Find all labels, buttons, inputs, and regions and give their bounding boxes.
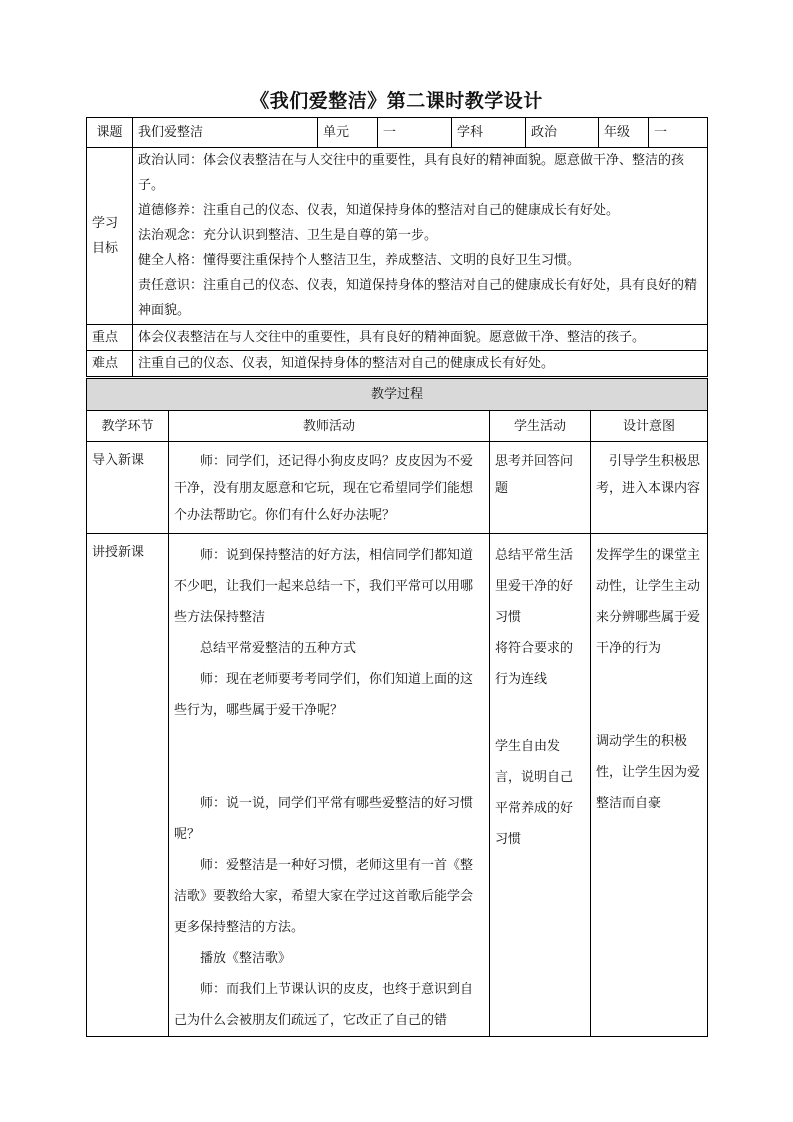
student-activity-item: 学生自由发言，说明自己平常养成的好习惯 bbox=[495, 739, 574, 847]
teacher-paragraph: 总结平常爱整洁的五种方式 bbox=[200, 641, 357, 656]
subject-label: 学科 bbox=[452, 118, 526, 148]
teacher-paragraph: 播放《整洁歌》 bbox=[200, 951, 292, 966]
teaching-process-table bbox=[86, 378, 708, 1037]
key-point-text: 体会仪表整洁在与人交往中的重要性，具有良好的精神面貌。愿意做干净、整洁的孩子。 bbox=[133, 325, 708, 351]
lecture-student-activity bbox=[490, 534, 591, 1037]
lecture-teacher-activity bbox=[169, 534, 490, 1037]
goals-label: 学习 目标 bbox=[87, 148, 133, 325]
intro-teacher-activity: 师：同学们，还记得小狗皮皮吗？皮皮因为不爱干净，没有朋友愿意和它玩，现在它希望同学们能想个办法帮助它。你们有什么好办法呢？ bbox=[169, 442, 490, 534]
goal-item: 道德修养：注重自己的仪态、仪表，知道保持身体的整洁对自己的健康成长有好处。 bbox=[138, 203, 620, 218]
difficulty-label: 难点 bbox=[87, 351, 133, 377]
intent-item: 调动学生的积极性，让学生因为爱整洁而自豪 bbox=[596, 734, 701, 811]
process-title: 教学过程 bbox=[87, 379, 708, 411]
goals-content bbox=[133, 148, 708, 325]
goal-item: 健全人格：懂得要注重保持个人整洁卫生，养成整洁、文明的良好卫生习惯。 bbox=[138, 253, 581, 268]
lecture-stage: 讲授新课 bbox=[87, 534, 169, 1037]
key-point-label: 重点 bbox=[87, 325, 133, 351]
teacher-paragraph: 师：爱整洁是一种好习惯，老师这里有一首《整洁歌》要教给大家，希望大家在学过这首歌后能学会更多保持整洁的方法。 bbox=[174, 858, 474, 935]
topic-label: 课题 bbox=[87, 118, 133, 148]
goal-item: 责任意识：注重自己的仪态、仪表，知道保持身体的整洁对自己的健康成长有好处，具有良好的精神面貌。 bbox=[138, 278, 698, 318]
student-activity-item: 总结平常生活里爱干净的好习惯 bbox=[495, 548, 574, 625]
intro-design-intent: 引导学生积极思考，进入本课内容 bbox=[591, 442, 708, 534]
goal-item: 政治认同：体会仪表整洁在与人交往中的重要性，具有良好的精神面貌。愿意做干净、整洁的孩子。 bbox=[138, 153, 685, 193]
col-header-student: 学生活动 bbox=[490, 411, 591, 442]
student-activity-item: 将符合要求的行为连线 bbox=[495, 641, 574, 687]
intro-student-activity: 思考并回答问题 bbox=[490, 442, 591, 534]
teacher-paragraph: 师：说一说，同学们平常有哪些爱整洁的好习惯呢？ bbox=[174, 796, 474, 842]
page-title: 《我们爱整洁》第二课时教学设计 bbox=[250, 90, 543, 112]
col-header-stage: 教学环节 bbox=[87, 411, 169, 442]
topic-value: 我们爱整洁 bbox=[133, 118, 318, 148]
intro-stage: 导入新课 bbox=[87, 442, 169, 534]
intent-item: 发挥学生的课堂主动性，让学生主动来分辨哪些属于爱干净的行为 bbox=[596, 548, 701, 656]
difficulty-text: 注重自己的仪态、仪表，知道保持身体的整洁对自己的健康成长有好处。 bbox=[133, 351, 708, 377]
goal-item: 法治观念：充分认识到整洁、卫生是自尊的第一步。 bbox=[138, 228, 438, 243]
unit-label: 单元 bbox=[318, 118, 378, 148]
teacher-paragraph: 师：现在老师要考考同学们，你们知道上面的这些行为，哪些属于爱干净呢？ bbox=[174, 672, 474, 718]
teacher-paragraph: 师：而我们上节课认识的皮皮，也终于意识到自己为什么会被朋友们疏远了，它改正了自己的错 bbox=[174, 982, 474, 1028]
unit-value: 一 bbox=[378, 118, 452, 148]
col-header-intent: 设计意图 bbox=[591, 411, 708, 442]
subject-value: 政治 bbox=[526, 118, 599, 148]
grade-label: 年级 bbox=[599, 118, 649, 148]
lesson-info-table bbox=[86, 117, 708, 377]
col-header-teacher: 教师活动 bbox=[169, 411, 490, 442]
teacher-paragraph: 师：说到保持整洁的好方法，相信同学们都知道不少吧，让我们一起来总结一下，我们平常可以用哪些方法保持整洁 bbox=[174, 548, 474, 625]
lecture-design-intent bbox=[591, 534, 708, 1037]
grade-value: 一 bbox=[649, 118, 708, 148]
